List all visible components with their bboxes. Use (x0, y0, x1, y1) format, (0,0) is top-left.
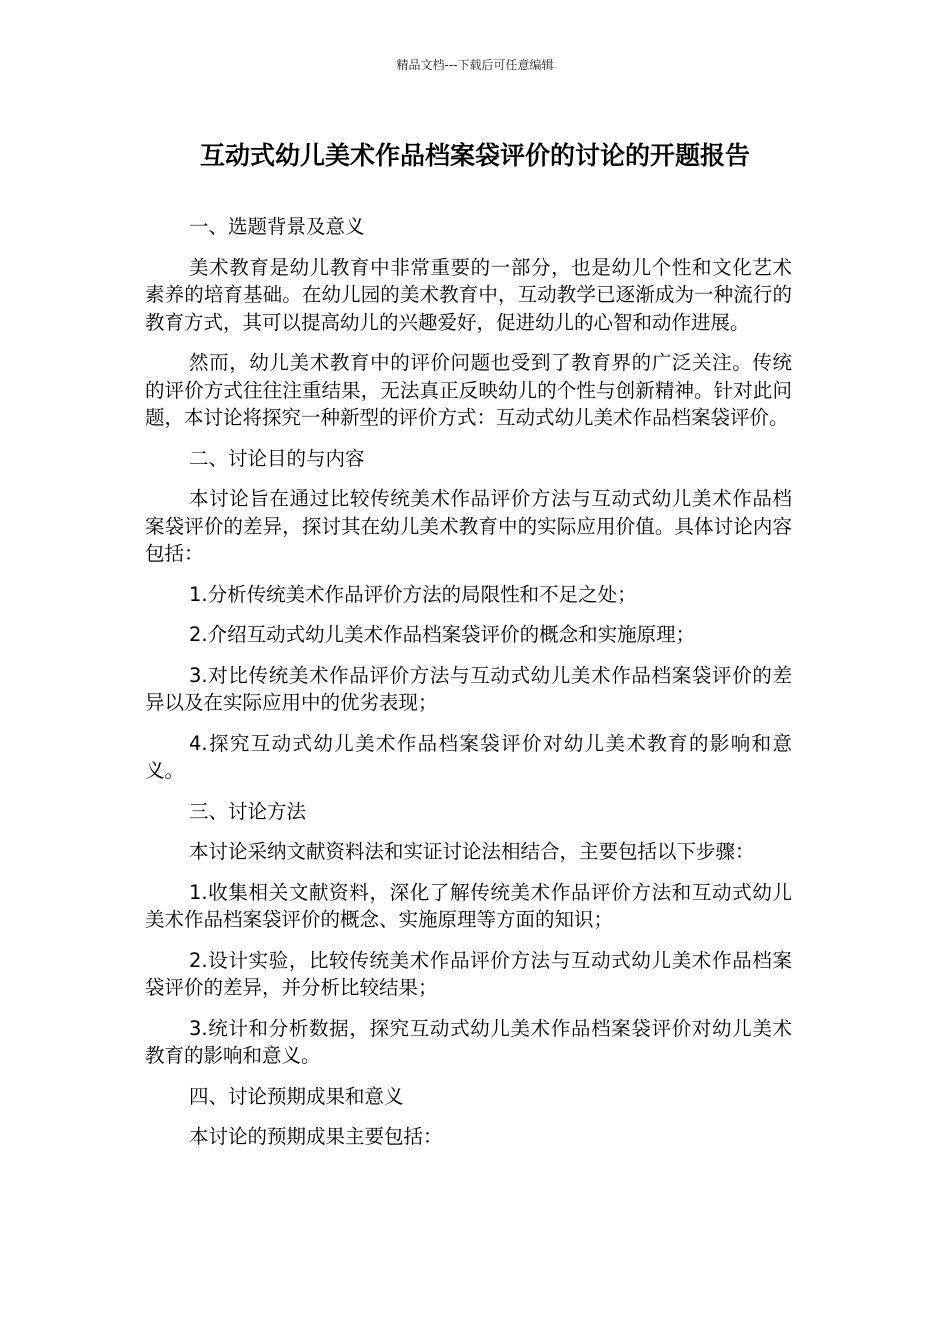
list-item: 3.对比传统美术作品评价方法与互动式幼儿美术作品档案袋评价的差异以及在实际应用中的优劣表现； (145, 663, 792, 714)
paragraph: 然而，幼儿美术教育中的评价问题也受到了教育界的广泛关注。传统的评价方式往往注重结果，无法真正反映幼儿的个性与创新精神。针对此问题，本讨论将探究一种新型的评价方式：互动式幼儿美术作品档案袋评价。 (145, 351, 792, 429)
page-header-note: 精品文档---下载后可任意编辑 (396, 58, 554, 72)
document-body (145, 213, 792, 1164)
paragraph: 美术教育是幼儿教育中非常重要的一部分，也是幼儿个性和文化艺术素养的培育基础。在幼儿园的美术教育中，互动教学已逐渐成为一种流行的教育方式，其可以提高幼儿的兴趣爱好，促进幼儿的心智和动作进展。 (145, 255, 792, 334)
list-item: 2.介绍互动式幼儿美术作品档案袋评价的概念和实施原理； (189, 623, 696, 646)
list-item: 1.分析传统美术作品评价方法的局限性和不足之处； (189, 582, 637, 606)
section-heading-purpose: 二、讨论目的与内容 (189, 446, 365, 470)
section-heading-method: 三、讨论方法 (189, 799, 307, 823)
list-item: 3.统计和分析数据，探究互动式幼儿美术作品档案袋评价对幼儿美术教育的影响和意义。 (145, 1016, 792, 1067)
section-heading-background: 一、选题背景及意义 (189, 215, 365, 238)
section-heading-outcomes: 四、讨论预期成果和意义 (189, 1084, 404, 1108)
paragraph: 本讨论采纳文献资料法和实证讨论法相结合，主要包括以下步骤： (189, 840, 755, 863)
list-item: 2.设计实验，比较传统美术作品评价方法与互动式幼儿美术作品档案袋评价的差异，并分析比较结果； (145, 948, 792, 999)
list-item: 4.探究互动式幼儿美术作品档案袋评价对幼儿美术教育的影响和意义。 (145, 731, 792, 782)
list-item: 1.收集相关文献资料，深化了解传统美术作品评价方法和互动式幼儿美术作品档案袋评价的概念、实施原理等方面的知识； (145, 880, 792, 931)
document-title: 互动式幼儿美术作品档案袋评价的讨论的开题报告 (199, 141, 750, 170)
paragraph: 本讨论旨在通过比较传统美术作品评价方法与互动式幼儿美术作品档案袋评价的差异，探讨其在幼儿美术教育中的实际应用价值。具体讨论内容包括： (145, 487, 792, 565)
paragraph: 本讨论的预期成果主要包括： (189, 1125, 443, 1148)
